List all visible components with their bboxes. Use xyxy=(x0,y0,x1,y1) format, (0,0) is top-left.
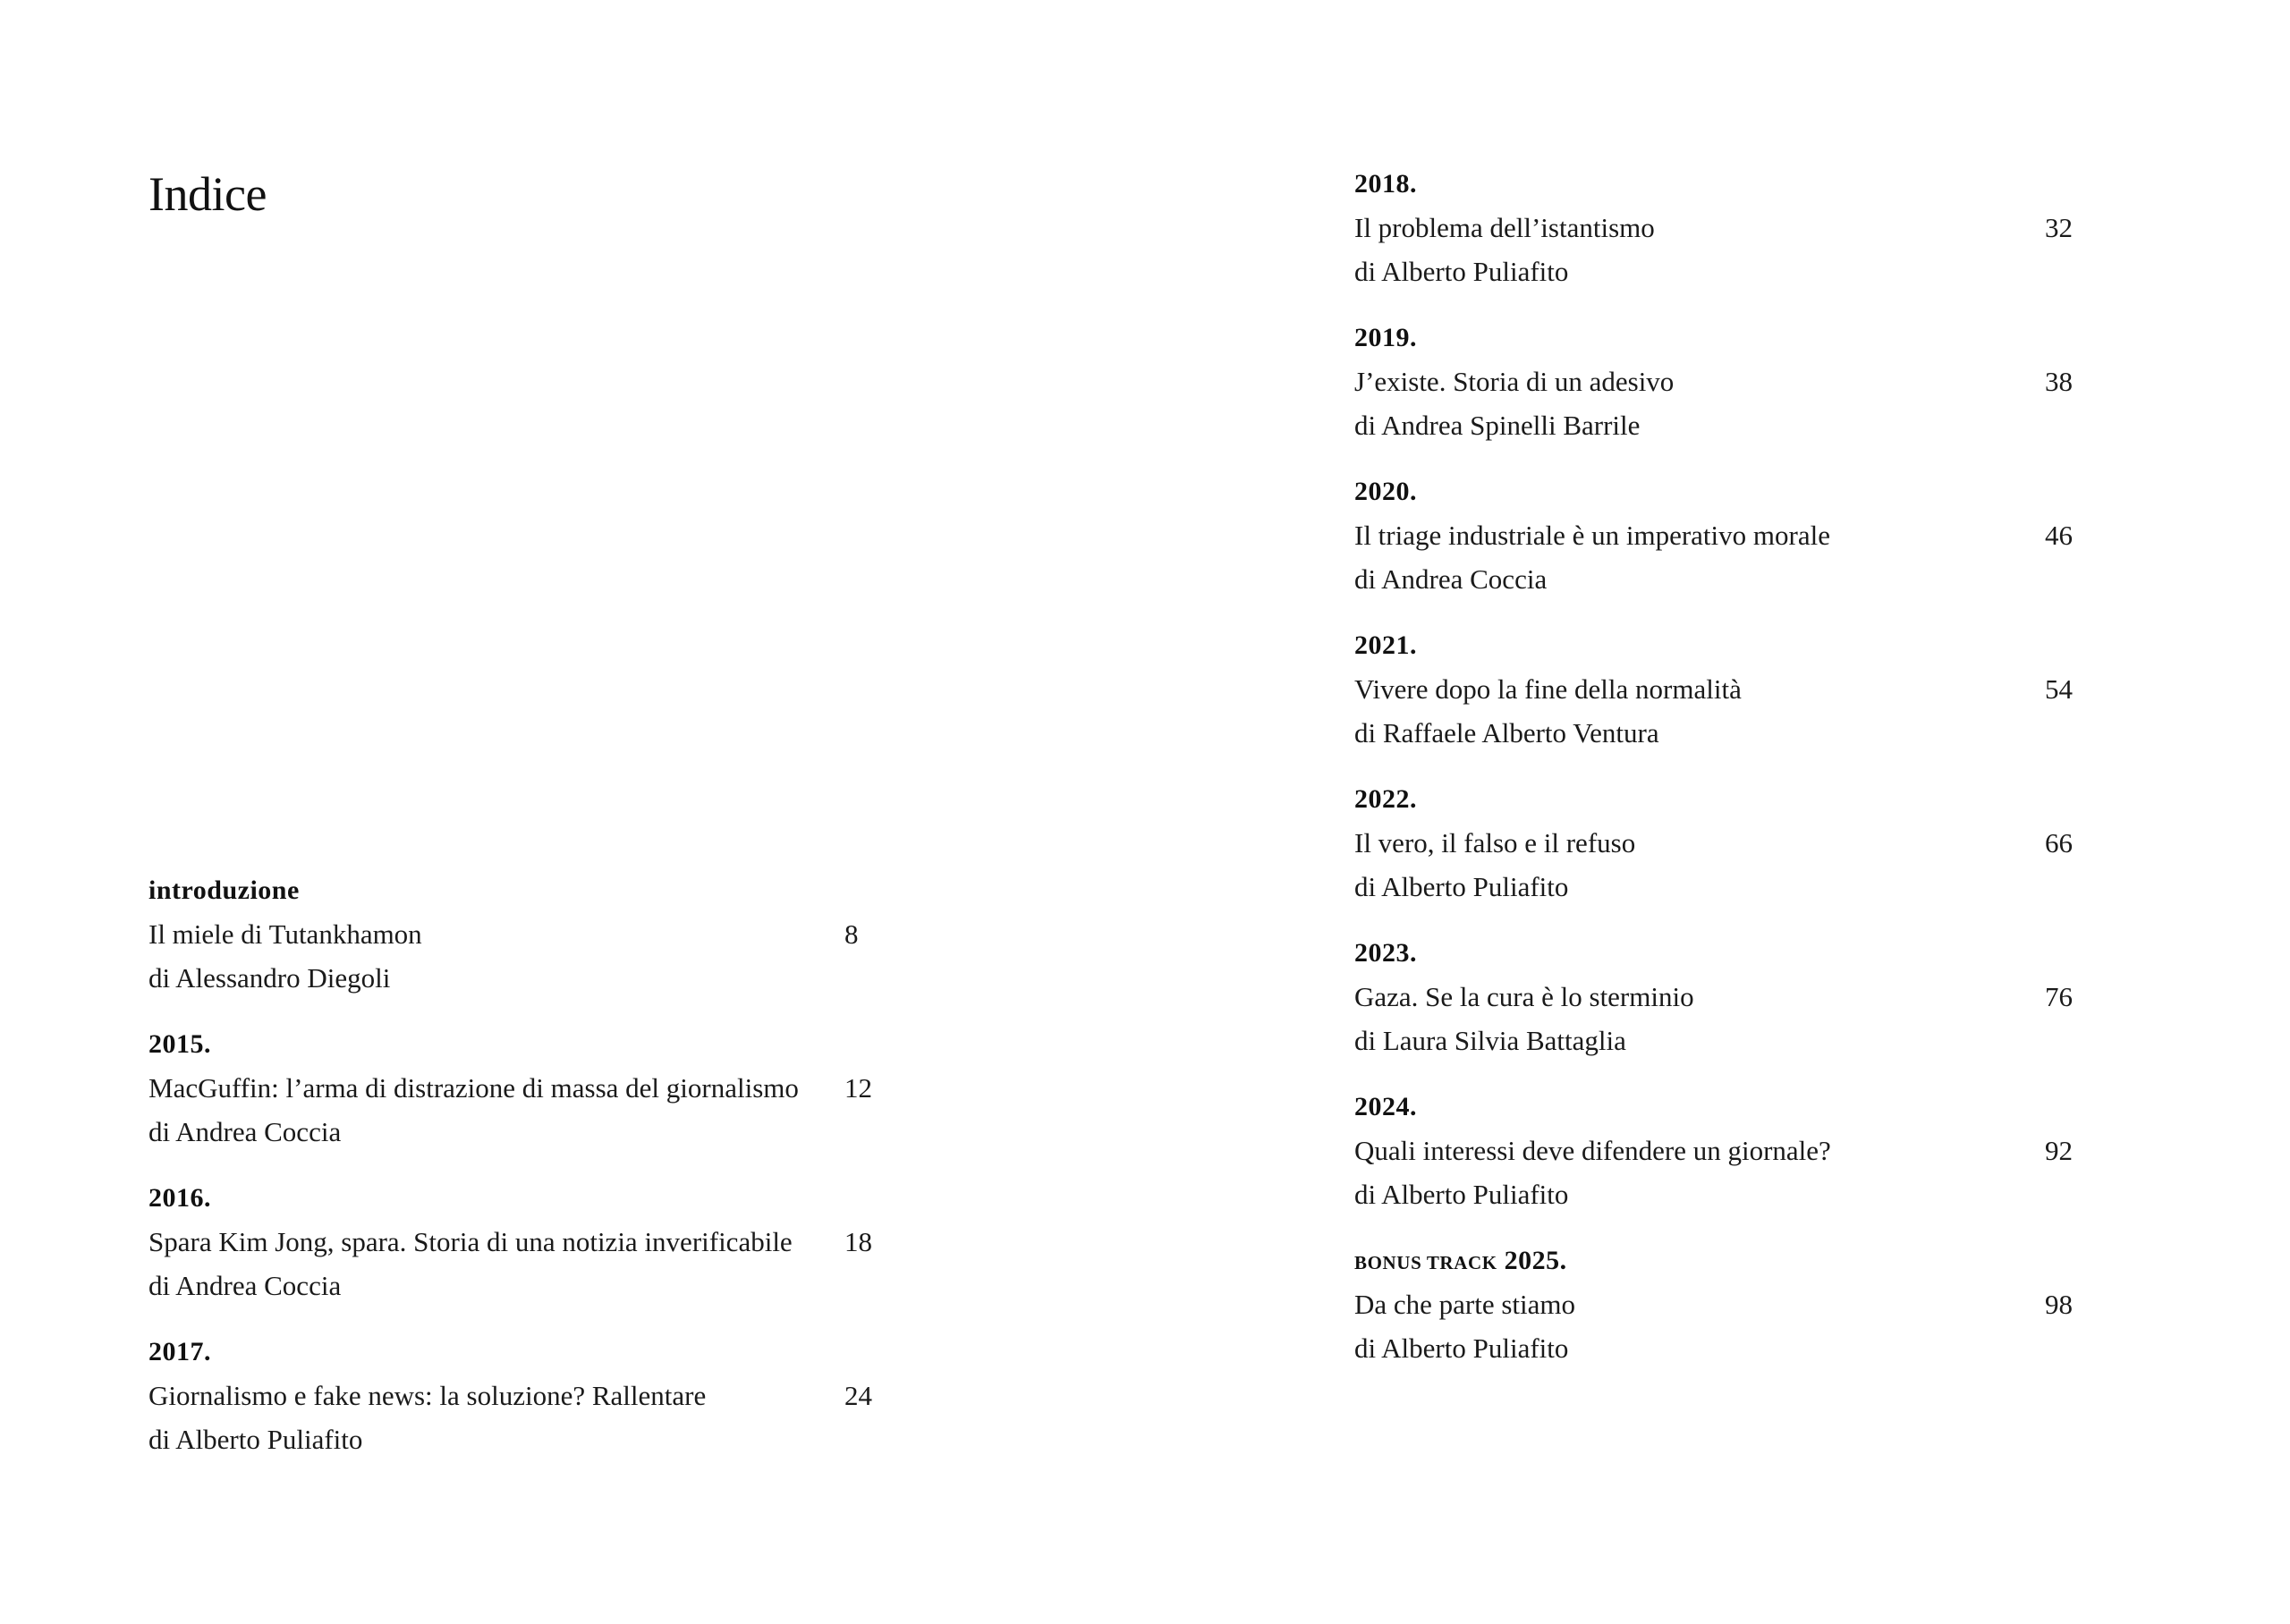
right-page xyxy=(1145,0,2290,1624)
entry-author: di Alberto Puliafito xyxy=(1354,1332,1569,1364)
entry-page-number: 46 xyxy=(2045,520,2073,551)
entry-title[interactable]: Vivere dopo la fine della normalità xyxy=(1354,673,1742,705)
toc-entry-bonus-2025[interactable] xyxy=(1354,1239,2106,1370)
entry-page-number: 76 xyxy=(2045,981,2073,1012)
entry-label: 2020. xyxy=(1354,477,1417,506)
entry-page-number: 98 xyxy=(2045,1289,2073,1320)
entry-label: 2021. xyxy=(1354,630,1417,660)
entry-author: di Andrea Coccia xyxy=(148,1270,342,1301)
entry-label xyxy=(1354,1239,2106,1282)
toc-entry-2023[interactable] xyxy=(1354,932,2106,1062)
entry-author: di Alberto Puliafito xyxy=(1354,256,1569,287)
entry-page-number: 8 xyxy=(844,918,859,950)
toc-entry-2016[interactable] xyxy=(148,1177,900,1307)
entry-page-number: 38 xyxy=(2045,366,2073,397)
bonus-track-label: BONUS TRACK xyxy=(1354,1252,1497,1273)
entry-author: di Raffaele Alberto Ventura xyxy=(1354,717,1659,749)
entry-label: 2018. xyxy=(1354,169,1417,199)
toc-entry-2022[interactable] xyxy=(1354,778,2106,909)
entry-title[interactable]: Da che parte stiamo xyxy=(1354,1289,1576,1320)
toc-entry-2019[interactable] xyxy=(1354,317,2106,447)
toc-entry-2021[interactable] xyxy=(1354,624,2106,755)
entry-title[interactable]: Spara Kim Jong, spara. Storia di una notizia inverificabile xyxy=(148,1226,793,1257)
toc-entry-2018[interactable] xyxy=(1354,163,2106,293)
toc-list-left xyxy=(148,869,900,1484)
entry-title[interactable]: Gaza. Se la cura è lo sterminio xyxy=(1354,981,1694,1012)
entry-label: 2017. xyxy=(148,1337,211,1366)
entry-label: 2019. xyxy=(1354,323,1417,352)
bonus-year-label: 2025. xyxy=(1504,1246,1567,1275)
entry-title[interactable]: J’existe. Storia di un adesivo xyxy=(1354,366,1675,397)
entry-author: di Alberto Puliafito xyxy=(148,1424,363,1455)
entry-page-number: 24 xyxy=(844,1380,872,1411)
entry-author: di Laura Silvia Battaglia xyxy=(1354,1025,1626,1056)
entry-title[interactable]: Il miele di Tutankhamon xyxy=(148,918,422,950)
toc-entry-2020[interactable] xyxy=(1354,470,2106,601)
entry-label: 2024. xyxy=(1354,1092,1417,1121)
entry-label: 2015. xyxy=(148,1029,211,1059)
entry-title[interactable]: Il triage industriale è un imperativo morale xyxy=(1354,520,1830,551)
entry-title[interactable]: MacGuffin: l’arma di distrazione di massa del giornalismo xyxy=(148,1072,799,1104)
entry-page-number: 92 xyxy=(2045,1135,2073,1166)
entry-page-number: 32 xyxy=(2045,212,2073,243)
entry-author: di Alberto Puliafito xyxy=(1354,1179,1569,1210)
entry-page-number: 18 xyxy=(844,1226,872,1257)
entry-author: di Alessandro Diegoli xyxy=(148,962,391,994)
entry-label: 2022. xyxy=(1354,784,1417,814)
entry-page-number: 12 xyxy=(844,1072,872,1104)
entry-author: di Andrea Coccia xyxy=(1354,563,1548,595)
entry-label: introduzione xyxy=(148,875,300,905)
entry-title[interactable]: Quali interessi deve difendere un giornale? xyxy=(1354,1135,1831,1166)
entry-author: di Alberto Puliafito xyxy=(1354,871,1569,902)
toc-entry-2017[interactable] xyxy=(148,1331,900,1461)
entry-page-number: 66 xyxy=(2045,827,2073,859)
toc-entry-introduzione[interactable] xyxy=(148,869,900,1000)
entry-page-number: 54 xyxy=(2045,673,2073,705)
toc-list-right xyxy=(1354,163,2106,1393)
toc-entry-2015[interactable] xyxy=(148,1023,900,1154)
entry-title[interactable]: Il vero, il falso e il refuso xyxy=(1354,827,1636,859)
toc-entry-2024[interactable] xyxy=(1354,1086,2106,1216)
entry-label: 2023. xyxy=(1354,938,1417,968)
entry-title[interactable]: Giornalismo e fake news: la soluzione? Rallentare xyxy=(148,1380,707,1411)
entry-author: di Andrea Coccia xyxy=(148,1116,342,1147)
page-title: Indice xyxy=(148,167,267,221)
entry-author: di Andrea Spinelli Barrile xyxy=(1354,410,1641,441)
entry-title[interactable]: Il problema dell’istantismo xyxy=(1354,212,1655,243)
entry-label: 2016. xyxy=(148,1183,211,1213)
